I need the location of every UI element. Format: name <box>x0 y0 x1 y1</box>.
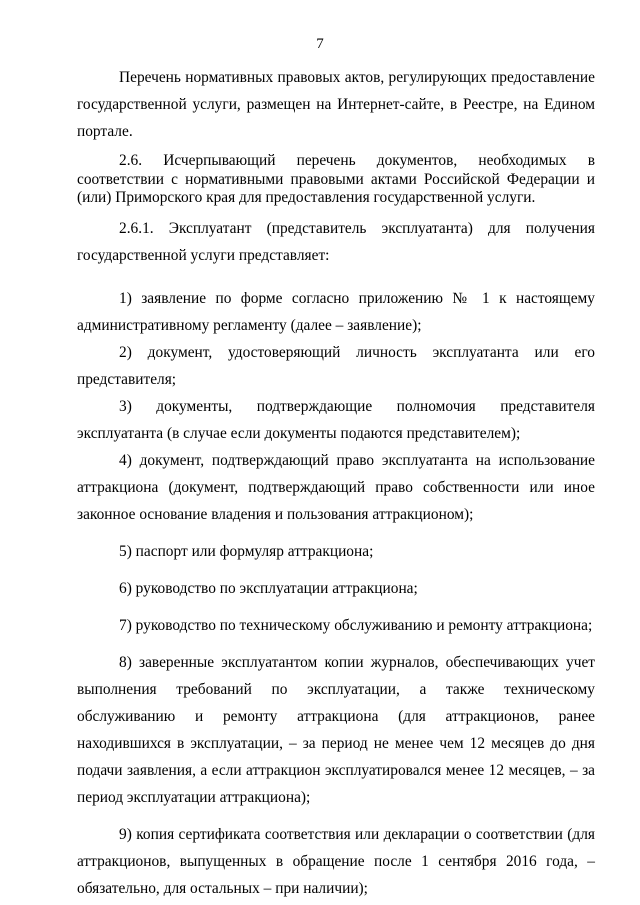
paragraph-legal-acts: Перечень нормативных правовых актов, регулирующих предоставление государственной услуги, размещен на Интернет-сайте, в Реестре, на Едином портале. <box>77 69 595 140</box>
paragraph-2-6-1: 2.6.1. Эксплуатант (представитель эксплуатанта) для получения государственной услуги представляет: <box>77 219 595 264</box>
list-item-6: 6) руководство по эксплуатации аттракциона; <box>119 579 418 597</box>
list-item-3: 3) документы, подтверждающие полномочия представителя эксплуатанта (в случае если документы подаются представителем); <box>77 397 595 442</box>
list-item-9: 9) копия сертификата соответствия или декларации о соответствии (для аттракционов, выпущенных в обращение после 1 сентября 2016 года, – обязательно, для остальных – при наличии); <box>77 825 595 897</box>
list-item-7: 7) руководство по техническому обслуживанию и ремонту аттракциона; <box>119 616 593 634</box>
list-item-8: 8) заверенные эксплуатантом копии журналов, обеспечивающих учет выполнения требований по эксплуатации, а также техническому обслуживанию и ремонту аттракциона (для аттракционов, ранее находившихся в эксплуатации, – за период не менее чем 12 месяцев до дня подачи заявления, а если аттракцион эксплуатировался менее 12 месяцев, – за период эксплуатации аттракциона); <box>77 653 595 806</box>
page-number: 7 <box>316 36 324 52</box>
list-item-5: 5) паспорт или формуляр аттракциона; <box>119 542 374 560</box>
list-item-2: 2) документ, удостоверяющий личность эксплуатанта или его представителя; <box>77 343 595 388</box>
document-body <box>77 64 595 902</box>
paragraph-2-6: 2.6. Исчерпывающий перечень документов, необходимых в соответствии с нормативными правовыми актами Российской Федерации и (или) Приморского края для предоставления государственной услуги. <box>77 152 595 206</box>
list-item-4: 4) документ, подтверждающий право эксплуатанта на использование аттракциона (документ, подтверждающий право собственности или иное законное основание владения и пользования аттракционом); <box>77 451 595 523</box>
list-item-1: 1) заявление по форме согласно приложению № 1 к настоящему административному регламенту (далее – заявление); <box>77 289 595 334</box>
